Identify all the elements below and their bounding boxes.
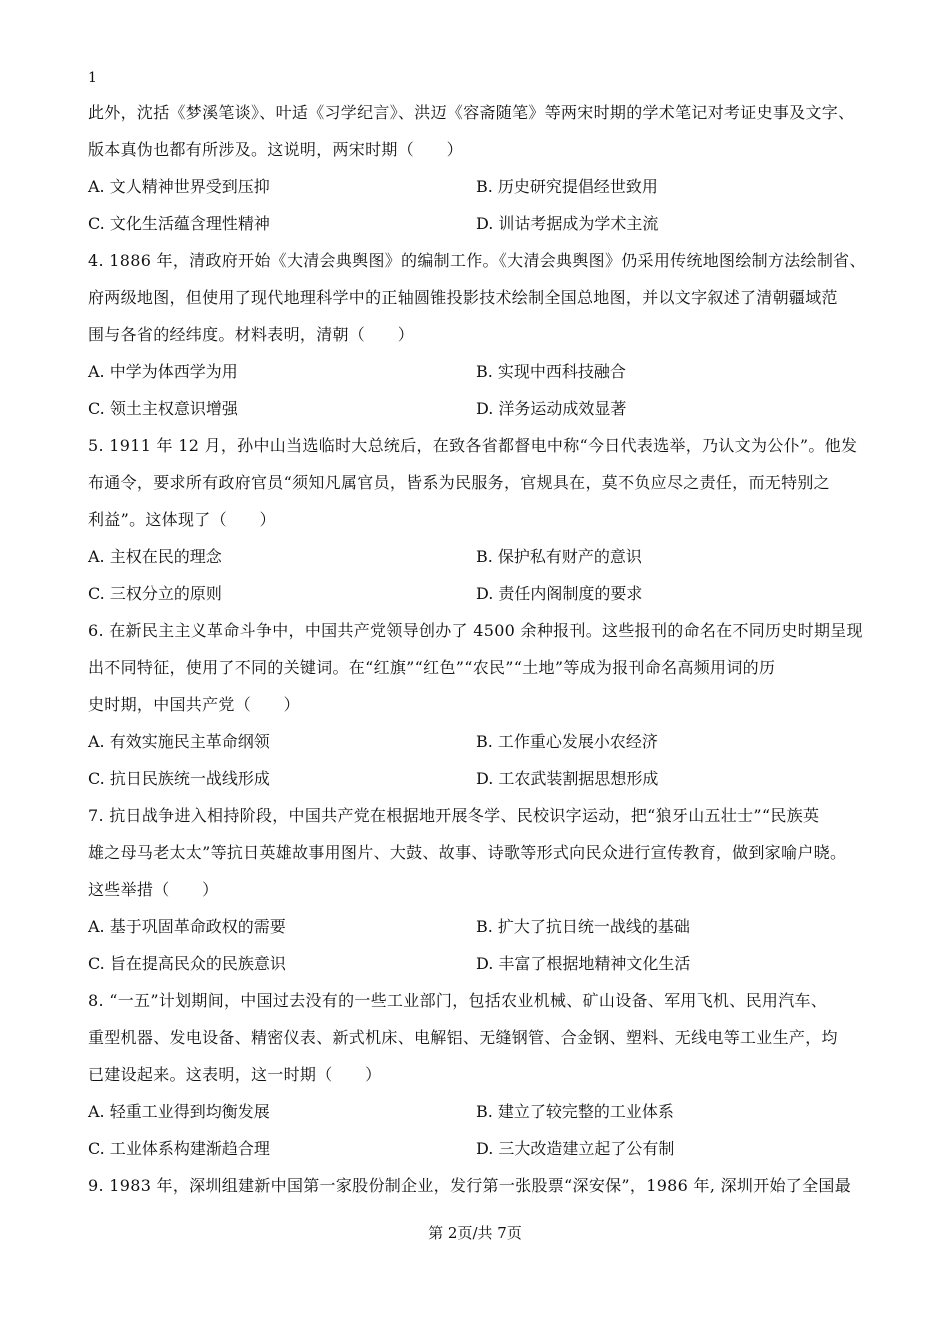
question-text-line: 此外，沈括《梦溪笔谈》、叶适《习学纪言》、洪迈《容斋随笔》等两宋时期的学术笔记对考证史事及文字、 (88, 103, 855, 122)
answer-options (88, 908, 872, 982)
answer-option: D. 丰富了根据地精神文化生活 (476, 954, 691, 973)
answer-options (88, 353, 872, 427)
question-text-line: 这些举措（ ） (88, 880, 219, 899)
answer-option: A. 主权在民的理念 (88, 547, 222, 566)
answer-options (88, 168, 872, 242)
question-text-line: 4. 1886 年，清政府开始《大清会典舆图》的编制工作。《大清会典舆图》仍采用传统地图绘制方法绘制省、 (88, 251, 866, 270)
document-body (88, 94, 872, 1204)
question-text-line: 重型机器、发电设备、精密仪表、新式机床、电解铝、无缝钢管、合金钢、塑料、无线电等工业生产，均 (88, 1028, 838, 1047)
question-text-line: 利益”。这体现了（ ） (88, 510, 276, 529)
answer-options (88, 1093, 872, 1167)
answer-option: A. 文人精神世界受到压抑 (88, 177, 270, 196)
answer-options (88, 538, 872, 612)
question-text-line: 出不同特征，使用了不同的关键词。在“红旗”“红色”“农民”“土地”等成为报刊命名高频用词的历 (88, 658, 776, 677)
question-text-line: 版本真伪也都有所涉及。这说明，两宋时期（ ） (88, 140, 463, 159)
answer-option: D. 责任内阁制度的要求 (476, 584, 643, 603)
question-text-line: 雄之母马老太太”等抗日英雄故事用图片、大鼓、故事、诗歌等形式向民众进行宣传教育，做到家喻户晓。 (88, 843, 847, 862)
answer-option: A. 基于巩固革命政权的需要 (88, 917, 286, 936)
page-mark: 1 (88, 70, 97, 86)
answer-option: C. 领土主权意识增强 (88, 399, 238, 418)
answer-option: C. 三权分立的原则 (88, 584, 222, 603)
answer-option: A. 有效实施民主革命纲领 (88, 732, 270, 751)
question-text-line: 6. 在新民主主义革命斗争中，中国共产党领导创办了 4500 余种报刊。这些报刊的命名在不同历史时期呈现 (88, 621, 863, 640)
question-text-line: 府两级地图，但使用了现代地理科学中的正轴圆锥投影技术绘制全国总地图，并以文字叙述了清朝疆域范 (88, 288, 838, 307)
question-text-line: 8. “一五”计划期间，中国过去没有的一些工业部门，包括农业机械、矿山设备、军用飞机、民用汽车、 (88, 991, 828, 1010)
answer-options (88, 723, 872, 797)
answer-option: D. 洋务运动成效显著 (476, 399, 627, 418)
question-text-line: 已建设起来。这表明，这一时期（ ） (88, 1065, 382, 1084)
answer-option: D. 三大改造建立起了公有制 (476, 1139, 675, 1158)
answer-option: B. 保护私有财产的意识 (476, 547, 642, 566)
answer-option: A. 轻重工业得到均衡发展 (88, 1102, 270, 1121)
answer-option: B. 建立了较完整的工业体系 (476, 1102, 674, 1121)
answer-option: C. 旨在提高民众的民族意识 (88, 954, 286, 973)
question-text-line: 围与各省的经纬度。材料表明，清朝（ ） (88, 325, 415, 344)
answer-option: D. 训诂考据成为学术主流 (476, 214, 659, 233)
answer-option: B. 实现中西科技融合 (476, 362, 626, 381)
answer-option: B. 扩大了抗日统一战线的基础 (476, 917, 690, 936)
answer-option: B. 工作重心发展小农经济 (476, 732, 658, 751)
question-text-line: 5. 1911 年 12 月，孙中山当选临时大总统后，在致各省都督电中称“今日代表选举，乃认文为公仆”。他发 (88, 436, 858, 455)
answer-option: D. 工农武装割据思想形成 (476, 769, 659, 788)
question-text-line: 布通令，要求所有政府官员“须知凡属官员，皆系为民服务，官规具在，莫不负应尽之责任，而无特别之 (88, 473, 830, 492)
answer-option: C. 文化生活蕴含理性精神 (88, 214, 270, 233)
page-footer: 第 2页/共 7页 (428, 1224, 522, 1242)
question-text-line: 9. 1983 年，深圳组建新中国第一家股份制企业，发行第一张股票“深安保”，1986 年, 深圳开始了全国最 (88, 1176, 851, 1195)
answer-option: A. 中学为体西学为用 (88, 362, 238, 381)
question-text-line: 史时期，中国共产党（ ） (88, 695, 300, 714)
question-text-line: 7. 抗日战争进入相持阶段，中国共产党在根据地开展冬学、民校识字运动，把“狼牙山五壮士”“民族英 (88, 806, 820, 825)
answer-option: C. 抗日民族统一战线形成 (88, 769, 270, 788)
answer-option: B. 历史研究提倡经世致用 (476, 177, 658, 196)
answer-option: C. 工业体系构建渐趋合理 (88, 1139, 270, 1158)
